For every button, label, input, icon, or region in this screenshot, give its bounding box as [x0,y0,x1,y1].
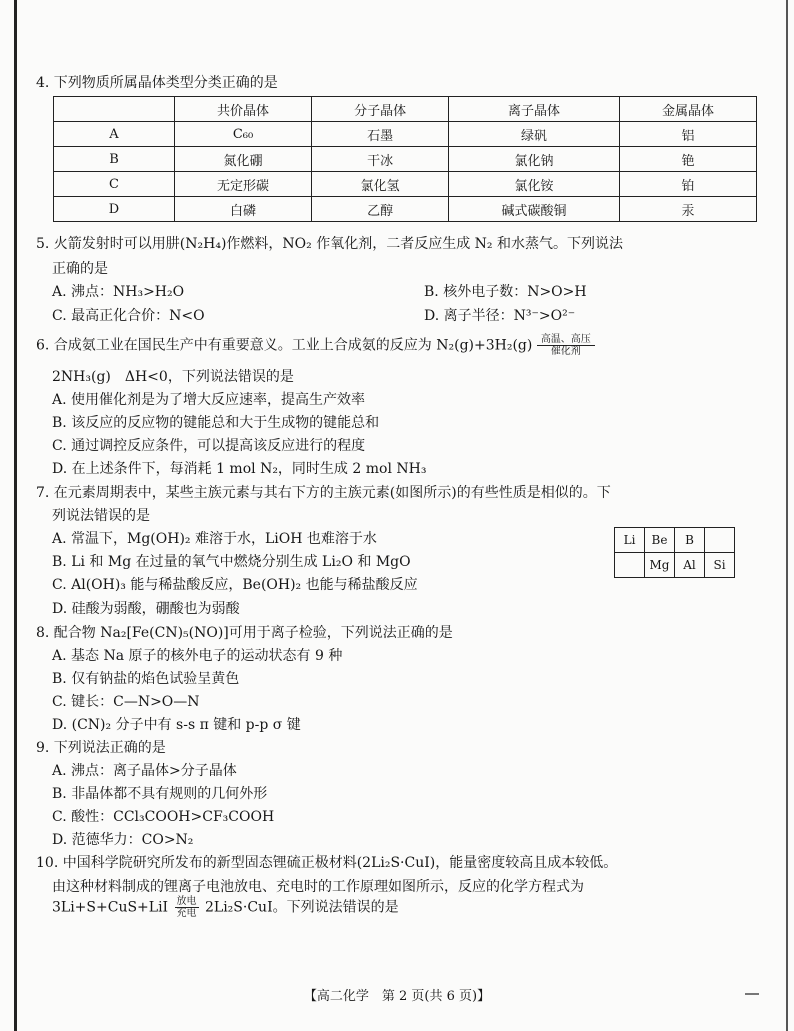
table-row [615,553,735,578]
table-cell: 氯化钠 [449,147,620,172]
q9-stem: 9. 下列说法正确的是 [36,740,166,756]
equation-products: 2Li₂S·CuI。下列说法错误的是 [205,899,399,916]
equation-arrow [175,896,199,919]
q9-option-c: C. 酸性：CCl₃COOH>CF₃COOH [52,809,275,825]
table-cell: B [54,147,175,172]
q6-option-b: B. 该反应的反应物的键能总和大于生成物的键能总和 [52,415,380,431]
q10-equation [52,896,399,919]
q4-stem: 4. 下列物质所属晶体类型分类正确的是 [36,75,278,91]
q8-option-b: B. 仅有钠盐的焰色试验呈黄色 [52,671,240,687]
arrow-condition-top: 高温、高压 [537,334,595,346]
table-cell: C₆₀ [175,122,312,147]
q6-option-d: D. 在上述条件下，每消耗 1 mol N₂，同时生成 2 mol NH₃ [52,461,427,477]
q9-option-b: B. 非晶体都不具有规则的几何外形 [52,786,268,802]
q6-stem [36,334,595,357]
table-cell: 铯 [619,147,756,172]
q9-option-d: D. 范德华力：CO>N₂ [52,832,194,848]
arrow-label-charge: 充电 [176,908,197,919]
element-cell [705,528,735,553]
page-footer: 【高二化学 第 2 页(共 6 页)】 [303,989,491,1004]
table-row [54,172,757,197]
q5-stem: 5. 火箭发射时可以用肼(N₂H₄)作燃料，NO₂ 作氧化剂，二者反应生成 N₂ 和水蒸气。下列说法 [36,236,623,252]
element-cell: Mg [645,553,675,578]
arrow-condition-bottom: 催化剂 [550,346,581,357]
q5-option-a: A. 沸点：NH₃>H₂O [52,284,185,300]
table-header-cell: 共价晶体 [175,97,312,122]
page-right-edge [786,0,788,1031]
q7-stem: 7. 在元素周期表中，某些主族元素与其右下方的主族元素(如图所示)的有些性质是相似的。下 [36,485,611,501]
periodic-table-fragment [614,527,735,578]
table-cell: 碱式碳酸铜 [449,197,620,222]
table-row [54,122,757,147]
table-cell: 氯化铵 [449,172,620,197]
reaction-arrow [537,334,595,357]
q7-option-d: D. 硅酸为弱酸，硼酸也为弱酸 [52,601,240,617]
q8-option-a: A. 基态 Na 原子的核外电子的运动状态有 9 种 [52,648,343,664]
q6-stem-text: 6. 合成氨工业在国民生产中有重要意义。工业上合成氨的反应为 N₂(g)+3H₂(g) [36,337,533,354]
table-header-cell: 分子晶体 [312,97,449,122]
table-cell: 无定形碳 [175,172,312,197]
table-cell: 氯化氢 [312,172,449,197]
table-row [54,147,757,172]
table-header-cell [54,97,175,122]
table-cell: 乙醇 [312,197,449,222]
table-cell: 铂 [619,172,756,197]
arrow-label-discharge: 放电 [176,896,197,907]
page-left-edge [14,0,17,1031]
table-cell: A [54,122,175,147]
element-cell: Li [615,528,645,553]
table-cell: 白磷 [175,197,312,222]
table-header-row [54,97,757,122]
q5-stem-cont: 正确的是 [52,261,108,277]
element-cell [615,553,645,578]
q8-stem: 8. 配合物 Na₂[Fe(CN)₅(NO)]可用于离子检验，下列说法正确的是 [36,625,453,641]
q9-option-a: A. 沸点：离子晶体>分子晶体 [52,763,237,779]
element-cell: Al [675,553,705,578]
table-cell: D [54,197,175,222]
table-row [615,528,735,553]
q7-option-a: A. 常温下，Mg(OH)₂ 难溶于水，LiOH 也难溶于水 [52,531,377,547]
q6-option-a: A. 使用催化剂是为了增大反应速率，提高生产效率 [52,392,366,408]
q5-option-c: C. 最高正化合价：N<O [52,308,205,324]
element-cell: Si [705,553,735,578]
table-cell: 绿矾 [449,122,620,147]
table-header-cell: 离子晶体 [449,97,620,122]
q7-stem-cont: 列说法错误的是 [52,508,150,524]
table-row [54,197,757,222]
table-header-cell: 金属晶体 [619,97,756,122]
element-cell: B [675,528,705,553]
element-cell: Be [645,528,675,553]
q8-option-d: D. (CN)₂ 分子中有 s-s π 键和 p-p σ 键 [52,717,301,733]
equation-reactants: 3Li+S+CuS+LiI [52,899,169,916]
q5-option-b: B. 核外电子数：N>O>H [424,284,587,300]
crystal-type-table [53,96,757,222]
table-cell: 石墨 [312,122,449,147]
table-cell: C [54,172,175,197]
table-cell: 氮化硼 [175,147,312,172]
table-cell: 干冰 [312,147,449,172]
q6-stem-cont: 2NH₃(g) ΔH<0，下列说法错误的是 [52,369,294,385]
q5-option-d: D. 离子半径：N³⁻>O²⁻ [424,308,576,324]
q10-stem-cont: 由这种材料制成的锂离子电池放电、充电时的工作原理如图所示，反应的化学方程式为 [52,879,584,895]
q6-option-c: C. 通过调控反应条件，可以提高该反应进行的程度 [52,438,366,454]
margin-mark [745,993,759,995]
q7-option-b: B. Li 和 Mg 在过量的氧气中燃烧分别生成 Li₂O 和 MgO [52,554,411,570]
q10-stem: 10. 中国科学院研究所发布的新型固态锂硫正极材料(2Li₂S·CuI)，能量密度较高且成本较低。 [36,855,618,871]
table-cell: 铝 [619,122,756,147]
q7-option-c: C. Al(OH)₃ 能与稀盐酸反应，Be(OH)₂ 也能与稀盐酸反应 [52,577,418,593]
q8-option-c: C. 键长：C—N>O—N [52,694,200,710]
table-cell: 汞 [619,197,756,222]
